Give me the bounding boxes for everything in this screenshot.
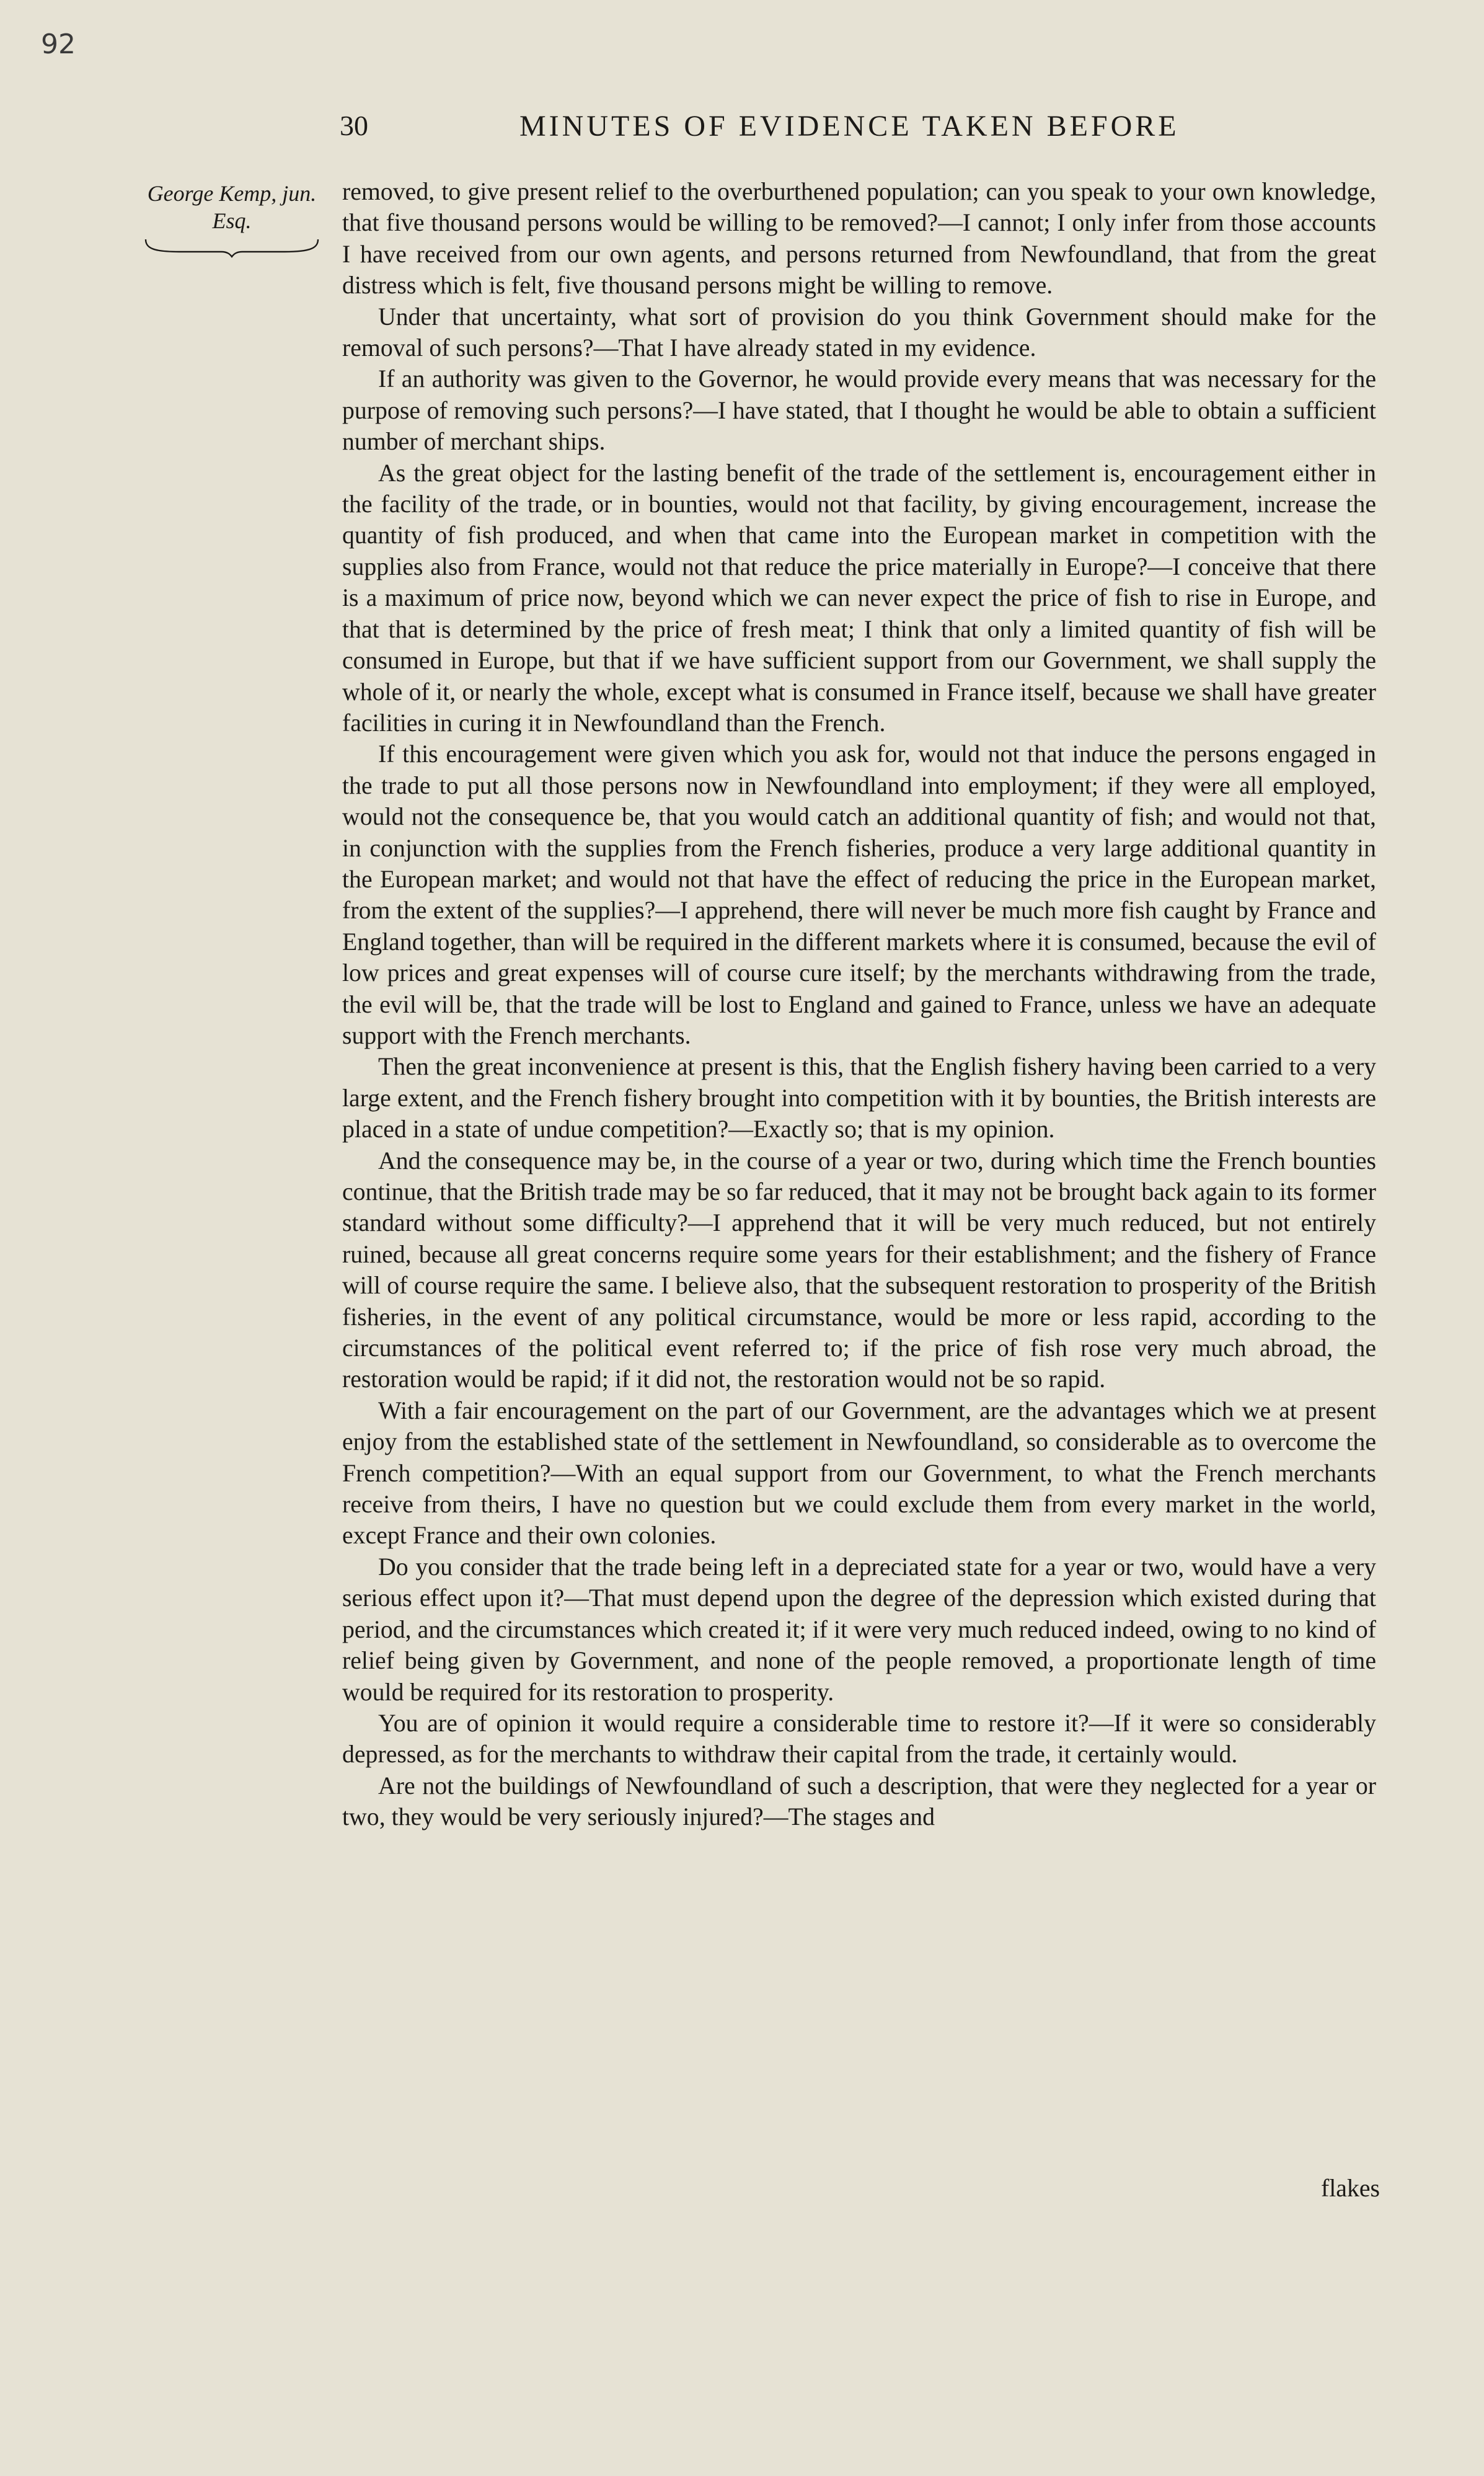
paragraph: Under that uncertainty, what sort of provision do you think Government should make for the removal of such persons?—That I have already stated in my evidence. bbox=[342, 303, 1376, 362]
paragraph: Do you consider that the trade being left in a depreciated state for a year or two, would have a very serious effect upon it?—That must depend upon the degree of the depression which existed during that period, and the circumstances which created it; if it were very much reduced indeed, owing to no kind of relief being given by Government, and none of the people removed, a proportionate length of time would be required for its restoration to prosperity. bbox=[342, 1553, 1376, 1706]
scan-page-number: 92 bbox=[41, 29, 76, 60]
paragraph: If this encouragement were given which you ask for, would not that induce the persons engaged in the trade to put all those persons now in Newfoundland into employment; if they were all employed, would not the consequence be, that you would catch an additional quantity of fish; and would not that, in conjunction with the supplies from the French fisheries, produce a very large additional quantity in the European market; and would not that have the effect of reducing the price in the European market, from the extent of the supplies?—I apprehend, there will never be much more fish caught by France and England together, than will be required in the different markets where it is consumed, because the evil of low prices and great expenses will of course cure itself; by the merchants withdrawing from the trade, the evil will be, that the trade will be lost to England and gained to France, unless we have an adequate support with the French merchants. bbox=[342, 740, 1376, 1049]
paragraph: Are not the buildings of Newfoundland of such a description, that were they neglected for a year or two, they would be very seriously injured?—The stages and bbox=[342, 1772, 1376, 1831]
running-head bbox=[340, 109, 1371, 149]
paragraph: As the great object for the lasting benefit of the trade of the settlement is, encouragement either in the facility of the trade, or in bounties, would not that facility, by giving encouragement, increase the quantity of fish produced, and when that came into the European market in competition with the supplies also from France, would not that reduce the price materially in Europe?—I conceive that there is a maximum of price now, beyond which we can never expect the price of fish to rise in Europe, and that that is determined by the price of fresh meat; I think that only a limited quantity of fish will be consumed in Europe, but that if we have sufficient support from our Government, we shall supply the whole of it, or nearly the whole, except what is consumed in France itself, because we shall have greater facilities in curing it in Newfoundland than the French. bbox=[342, 459, 1376, 737]
page-number: 30 bbox=[340, 110, 368, 141]
paragraph: With a fair encouragement on the part of our Government, are the advantages which we at present enjoy from the established state of the settlement in Newfoundland, so considerable as to overcome the French competition?—With an equal support from our Government, to what the French merchants receive from theirs, I have no question but we could exclude them from every market in the world, except France and their own colonies. bbox=[342, 1396, 1376, 1550]
witness-side-note bbox=[134, 180, 330, 258]
paragraph: Then the great inconvenience at present is this, that the English fishery having been carried to a very large extent, and the French fishery brought into competition with it by bounties, the British interests are placed in a state of undue competition?—Exactly so; that is my opinion. bbox=[342, 1053, 1376, 1143]
witness-title: Esq. bbox=[212, 208, 252, 233]
paragraph: And the consequence may be, in the course of a year or two, during which time the French bounties continue, that the British trade may be so far reduced, that it may not be brought back again to its former standard without some difficulty?—I apprehend that it will be very much reduced, but not entirely ruined, because all great concerns require some years for their establishment; and the fishery of France will of course require the same. I believe also, that the subsequent restoration to prosperity of the British fisheries, in the event of any political circumstance, would be more or less rapid, according to the circumstances of the political event referred to; if the price of fish rose very much abroad, the restoration would be rapid; if it did not, the restoration would not be so rapid. bbox=[342, 1147, 1376, 1393]
page-title: MINUTES OF EVIDENCE TAKEN BEFORE bbox=[519, 110, 1180, 143]
evidence-text bbox=[342, 176, 1376, 1833]
witness-name: George Kemp, jun. bbox=[147, 181, 317, 206]
paragraph: You are of opinion it would require a considerable time to restore it?—If it were so considerably depressed, as for the merchants to withdraw their capital from the trade, it certainly would. bbox=[342, 1709, 1376, 1768]
paragraph: If an authority was given to the Governor, he would provide every means that was necessary for the purpose of removing such persons?—I have stated, that I thought he would be able to obtain a sufficient number of merchant ships. bbox=[342, 365, 1376, 456]
paragraph: removed, to give present relief to the overburthened population; can you speak to your own knowledge, that five thousand persons would be willing to be removed?—I cannot; I only infer from those accounts I have received from our own agents, and persons returned from Newfoundland, that from the great distress which is felt, five thousand persons might be willing to remove. bbox=[342, 178, 1376, 300]
curly-brace-icon bbox=[142, 237, 322, 258]
catchword: flakes bbox=[1320, 2175, 1380, 2202]
